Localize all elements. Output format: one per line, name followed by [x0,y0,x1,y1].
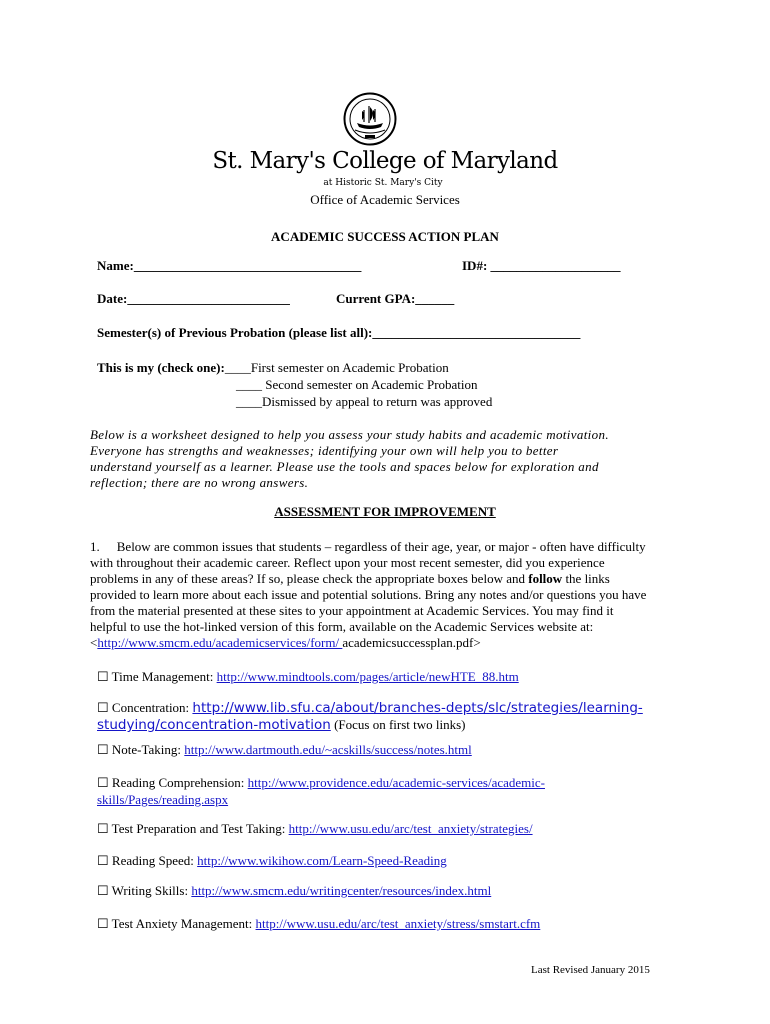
item1-line-5: from the material presented at these sites to your appointment at Academic Services. You may find it [90,603,614,618]
option-dismissed-appeal[interactable]: ____Dismissed by appeal to return was approved [236,394,493,409]
reading-comprehension-label: Reading Comprehension: [108,775,248,790]
check-item-reading-speed[interactable] [97,853,447,869]
writing-skills-label: Writing Skills: [108,883,192,898]
college-seal-logo [343,92,397,146]
intro-line-3: understand yourself as a learner. Please use the tools and spaces below for exploration and [90,459,599,474]
test-preparation-label: Test Preparation and Test Taking: [108,821,289,836]
item1-line-4: provided to learn more about each issue and potential solutions. Bring any notes and/or questions you have [90,587,647,602]
checkbox-icon[interactable]: ☐ [97,916,109,931]
item1-line-3 [90,571,610,587]
check-one-row [97,359,449,377]
time-management-label: Time Management: [108,669,217,684]
item1-text-3a: problems in any of these areas? If so, please check the appropriate boxes below and [90,571,529,586]
college-name: St. Mary's College of Maryland [212,148,558,174]
item1-text-3b: the links [562,571,610,586]
reading-comprehension-link-continued[interactable]: skills/Pages/reading.aspx [97,792,229,807]
section-title: ASSESSMENT FOR IMPROVEMENT [274,504,496,519]
check-item-test-anxiety[interactable] [97,916,540,932]
reading-comprehension-line-2 [97,792,228,808]
checkbox-icon[interactable]: ☐ [97,700,109,715]
note-taking-link[interactable]: http://www.dartmouth.edu/~acskills/success/notes.html [184,742,472,757]
checkbox-icon[interactable]: ☐ [97,669,109,684]
item1-text-1: Below are common issues that students – regardless of their age, year, or major - often have difficulty [116,539,646,554]
name-field[interactable]: Name:___________________________________ [97,258,362,273]
item1-line-6: helpful to use the hot-linked version of this form, available on the Academic Services website at: [90,619,594,634]
check-item-writing-skills[interactable] [97,883,491,899]
item1-line-1 [90,539,646,555]
test-anxiety-label: Test Anxiety Management: [108,916,256,931]
id-field[interactable]: ID#: ____________________ [462,258,621,273]
check-item-reading-comprehension[interactable] [97,775,545,791]
probation-semesters-field[interactable]: Semester(s) of Previous Probation (please list all):________________________________ [97,325,581,340]
item1-line-2: with throughout their academic career. Reflect upon your most recent semester, did you experience [90,555,605,570]
intro-line-4: reflection; there are no wrong answers. [90,475,309,490]
item1-number: 1. [90,539,100,554]
college-subtitle: at Historic St. Mary's City [323,178,443,188]
check-item-note-taking[interactable] [97,742,472,758]
concentration-link[interactable]: http://www.lib.sfu.ca/about/branches-depts/slc/strategies/learning- [192,700,643,716]
writing-skills-link[interactable]: http://www.smcm.edu/writingcenter/resources/index.html [191,883,492,898]
reading-speed-label: Reading Speed: [108,853,198,868]
test-anxiety-link[interactable]: http://www.usu.edu/arc/test_anxiety/stress/smstart.cfm [255,916,541,931]
item1-follow-emphasis: follow [528,571,563,586]
reading-comprehension-link[interactable]: http://www.providence.edu/academic-services/academic- [247,775,545,790]
intro-line-2: Everyone has strengths and weaknesses; identifying your own will help you to better [90,443,559,458]
option-second-semester[interactable]: ____ Second semester on Academic Probation [236,377,478,392]
concentration-label: Concentration: [108,700,193,715]
date-field[interactable]: Date:_________________________ [97,291,290,306]
time-management-link[interactable]: http://www.mindtools.com/pages/article/newHTE_88.htm [216,669,519,684]
checkbox-icon[interactable]: ☐ [97,742,109,757]
test-preparation-link[interactable]: http://www.usu.edu/arc/test_anxiety/strategies/ [288,821,533,836]
check-item-concentration[interactable] [97,700,643,716]
note-taking-label: Note-Taking: [108,742,185,757]
item1-line-7 [90,635,481,651]
gpa-field[interactable]: Current GPA:______ [336,291,455,306]
checkbox-icon[interactable]: ☐ [97,821,109,836]
pdf-filename: academicsuccessplan.pdf> [342,635,481,650]
reading-speed-link[interactable]: http://www.wikihow.com/Learn-Speed-Reading [197,853,447,868]
checkbox-icon[interactable]: ☐ [97,775,109,790]
concentration-note: (Focus on first two links) [330,717,466,732]
checkbox-icon[interactable]: ☐ [97,853,109,868]
revision-date: Last Revised January 2015 [531,964,650,976]
academic-services-form-link[interactable]: http://www.smcm.edu/academicservices/form/ [97,635,343,650]
option-first-semester[interactable]: ____First semester on Academic Probation [224,360,449,375]
checkbox-icon[interactable]: ☐ [97,883,109,898]
form-title: ACADEMIC SUCCESS ACTION PLAN [271,229,499,244]
check-one-label: This is my (check one): [97,360,225,375]
concentration-link-continued[interactable]: studying/concentration-motivation [97,717,331,733]
angle-open: < [90,635,98,650]
office-name: Office of Academic Services [310,192,460,207]
concentration-line-2 [97,717,466,733]
check-item-time-management[interactable] [97,669,519,685]
check-item-test-preparation[interactable] [97,821,533,837]
intro-line-1: Below is a worksheet designed to help you assess your study habits and academic motivation. [90,427,609,442]
